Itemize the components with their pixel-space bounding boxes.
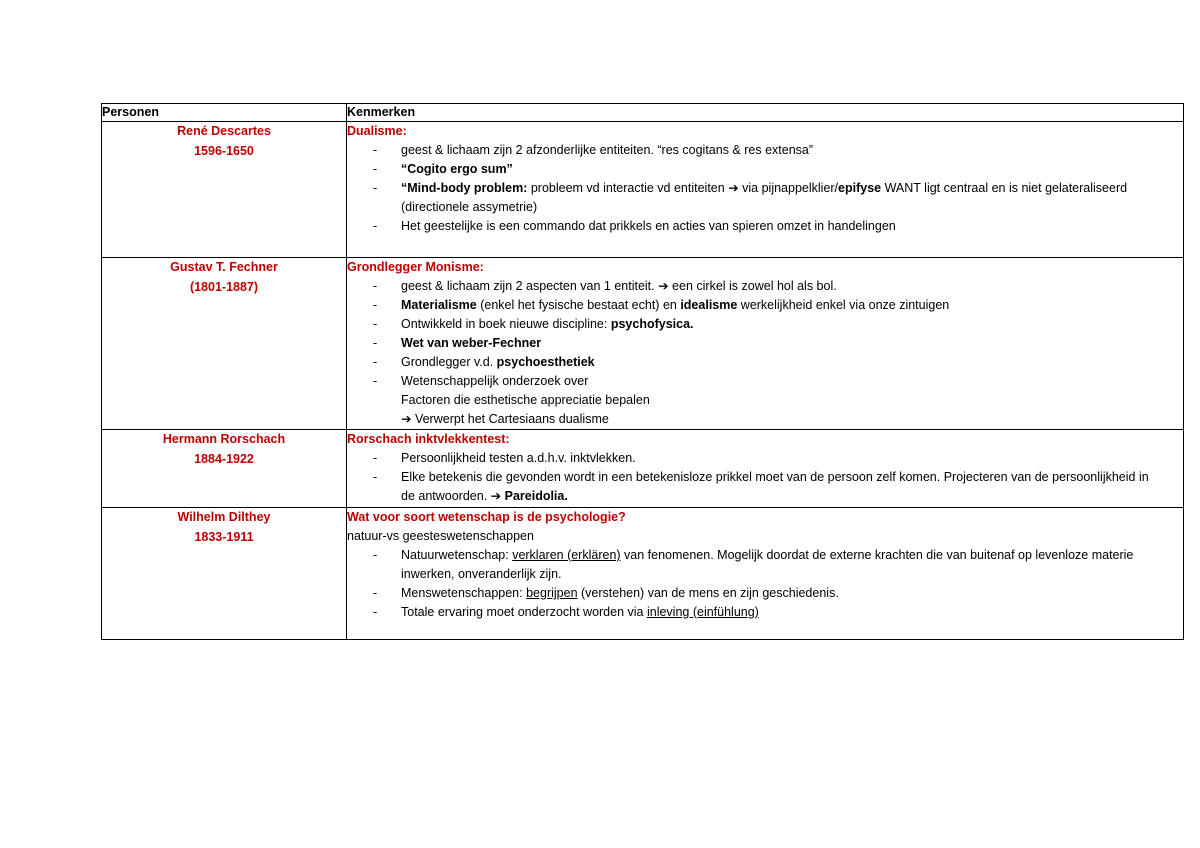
arrow-icon: ➔ [401,412,412,426]
kenmerken-cell [347,258,1184,430]
header-row [102,104,1184,122]
arrow-icon: ➔ [654,279,673,293]
section-subtitle: natuur-vs geesteswetenschappen [347,529,534,543]
person-name: Gustav T. Fechner [170,260,278,274]
list-item: - Natuurwetenschap: verklaren (erklären) van fenomenen. Mogelijk doordat de externe krachten die van buitenaf op levenloze materie inwerken, onveranderlijk zijn. [373,548,1134,581]
person-name: Wilhelm Dilthey [177,510,271,524]
list-item: - “Cogito ergo sum” [373,162,513,176]
person-cell [102,430,347,508]
person-name: Hermann Rorschach [162,432,286,446]
person-dates: 1884-1922 [194,452,254,466]
person-dates: (1801-1887) [189,280,259,294]
kenmerken-cell [347,430,1184,508]
list-item: - Wetenschappelijk onderzoek over [373,374,589,388]
list-item: - Elke betekenis die gevonden wordt in een betekenisloze prikkel moet van de persoon zelf komen. Projecteren van de persoonlijkheid in de antwoorden. ➔ Pareidolia. [373,470,1149,503]
table-row [102,430,1184,508]
list-item: - Totale ervaring moet onderzocht worden via inleving (einfühlung) [373,605,759,619]
arrow-line: ➔ Verwerpt het Cartesiaans dualisme [401,412,609,426]
table-row [102,258,1184,430]
person-name: René Descartes [177,124,271,138]
header-personen: Personen [102,104,347,122]
bullet-list [347,277,1183,391]
list-item: - geest & lichaam zijn 2 aspecten van 1 entiteit. ➔ een cirkel is zowel hol als bol. [373,279,837,293]
person-cell [102,258,347,430]
list-item: - Ontwikkeld in boek nieuwe discipline: psychofysica. [373,317,694,331]
bullet-list [347,141,1183,236]
section-title: Grondlegger Monisme: [347,260,484,274]
person-dates: 1833-1911 [194,530,254,544]
header-kenmerken: Kenmerken [347,104,1184,122]
list-item: - “Mind-body problem: probleem vd interactie vd entiteiten ➔ via pijnappelklier/epifyse WANT ligt centraal en is niet gelateraliseerd (directionele assymetrie) [373,181,1128,214]
bullet-list [347,546,1183,622]
table-row [102,508,1184,640]
list-item: - Grondlegger v.d. psychoesthetiek [373,355,595,369]
list-item: - Wet van weber-Fechner [373,336,542,350]
person-dates: 1596-1650 [194,144,254,158]
section-title: Rorschach inktvlekkentest: [347,432,510,446]
list-item: - Materialisme (enkel het fysische bestaat echt) en idealisme werkelijkheid enkel via onze zintuigen [373,298,950,312]
list-item: - Menswetenschappen: begrijpen (verstehen) van de mens en zijn geschiedenis. [373,586,839,600]
table-row [102,122,1184,258]
section-title: Dualisme: [347,124,407,138]
comparison-table [101,103,1184,640]
person-cell [102,122,347,258]
continuation-text: Factoren die esthetische appreciatie bepalen [401,393,650,407]
kenmerken-cell [347,122,1184,258]
list-item: - Persoonlijkheid testen a.d.h.v. inktvlekken. [373,451,636,465]
bullet-list [347,449,1183,506]
list-item: - Het geestelijke is een commando dat prikkels en acties van spieren omzet in handelingen [373,219,896,233]
person-cell [102,508,347,640]
kenmerken-cell [347,508,1184,640]
list-item: - geest & lichaam zijn 2 afzonderlijke entiteiten. “res cogitans & res extensa” [373,143,814,157]
arrow-icon: ➔ [724,181,743,195]
arrow-icon: ➔ [487,489,505,503]
section-title: Wat voor soort wetenschap is de psychologie? [347,510,626,524]
